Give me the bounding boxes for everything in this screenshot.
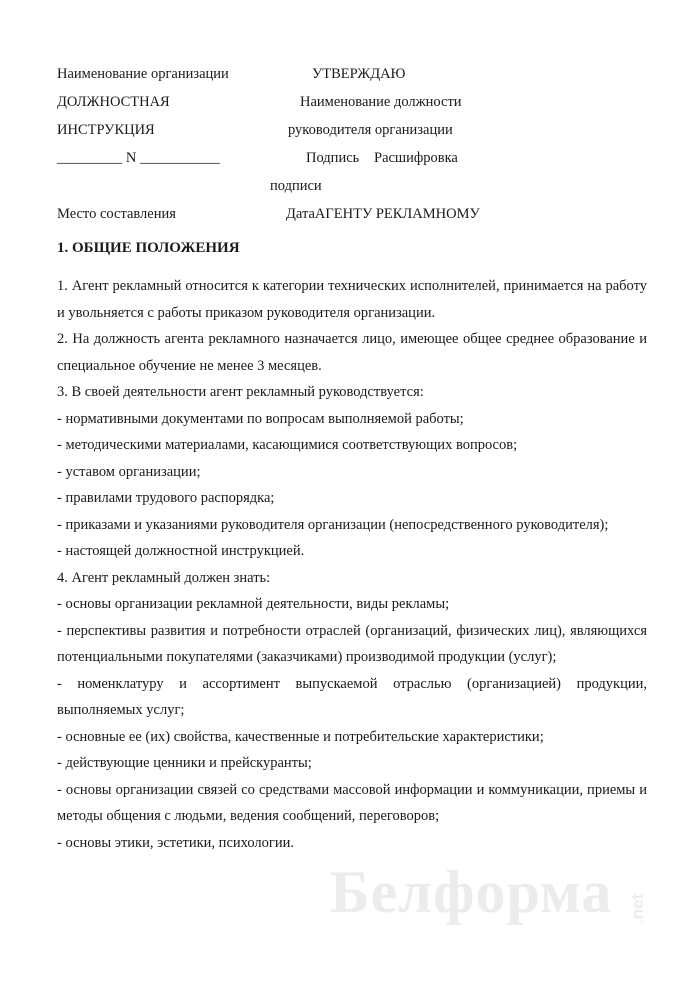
list-item: - уставом организации; <box>57 463 201 480</box>
paragraph: 4. Агент рекламный должен знать: <box>57 569 271 586</box>
document-number-line: _________ N ___________ <box>57 150 220 166</box>
place-label: Место составления <box>57 206 176 222</box>
list-item: - приказами и указаниями руководителя организации (непосредственного руководителя); <box>57 516 609 533</box>
list-item: - действующие ценники и прейскуранты; <box>57 755 312 771</box>
list-item: - правилами трудового распорядка; <box>57 490 275 506</box>
signature-label: Подпись <box>306 150 360 166</box>
org-name-label: Наименование организации <box>57 66 229 82</box>
watermark-logo: Белформа <box>330 859 613 925</box>
section-title: 1. ОБЩИЕ ПОЛОЖЕНИЯ <box>57 240 240 256</box>
paragraph: 3. В своей деятельности агент рекламный руководствуется: <box>57 384 424 400</box>
list-item: - настоящей должностной инструкцией. <box>57 543 305 559</box>
watermark-suffix: .net <box>628 893 647 924</box>
list-item: - нормативными документами по вопросам выполняемой работы; <box>57 410 464 427</box>
list-item: - перспективы развития и потребности отраслей (организаций, физических лиц), являющихся потенциальными покупателями (заказчиками) производимой продукции (услуг); <box>57 622 647 665</box>
list-item: - методическими материалами, касающимися соответствующих вопросов; <box>57 437 518 453</box>
list-item: - основные ее (их) свойства, качественные и потребительские характеристики; <box>57 728 544 745</box>
paragraph: 1. Агент рекламный относится к категории технических исполнителей, принимается на работу и увольняется с работы приказом руководителя организации. <box>57 278 647 321</box>
document-body <box>57 273 647 856</box>
approve-label: УТВЕРЖДАЮ <box>312 66 406 82</box>
list-item: - основы организации рекламной деятельности, виды рекламы; <box>57 596 450 612</box>
doc-type-line1: ДОЛЖНОСТНАЯ <box>57 94 170 110</box>
list-item: - номенклатуру и ассортимент выпускаемой отраслью (организацией) продукции, выполняемых услуг; <box>57 675 647 718</box>
list-item: - основы организации связей со средствами массовой информации и коммуникации, приемы и методы общения с людьми, ведения сообщений, переговоров; <box>57 781 647 824</box>
decoding-label: Расшифровка <box>374 150 458 166</box>
list-item: - основы этики, эстетики, психологии. <box>57 834 294 851</box>
date-title: ДатаАГЕНТУ РЕКЛАМНОМУ <box>286 206 480 222</box>
doc-type-line2: ИНСТРУКЦИЯ <box>57 122 155 138</box>
head-of-org-label: руководителя организации <box>288 122 453 138</box>
position-name-label: Наименование должности <box>300 94 462 110</box>
paragraph: 2. На должность агента рекламного назначается лицо, имеющее общее среднее образование и специальное обучение не менее 3 месяцев. <box>57 331 647 374</box>
signature-sub-label: подписи <box>270 178 322 194</box>
